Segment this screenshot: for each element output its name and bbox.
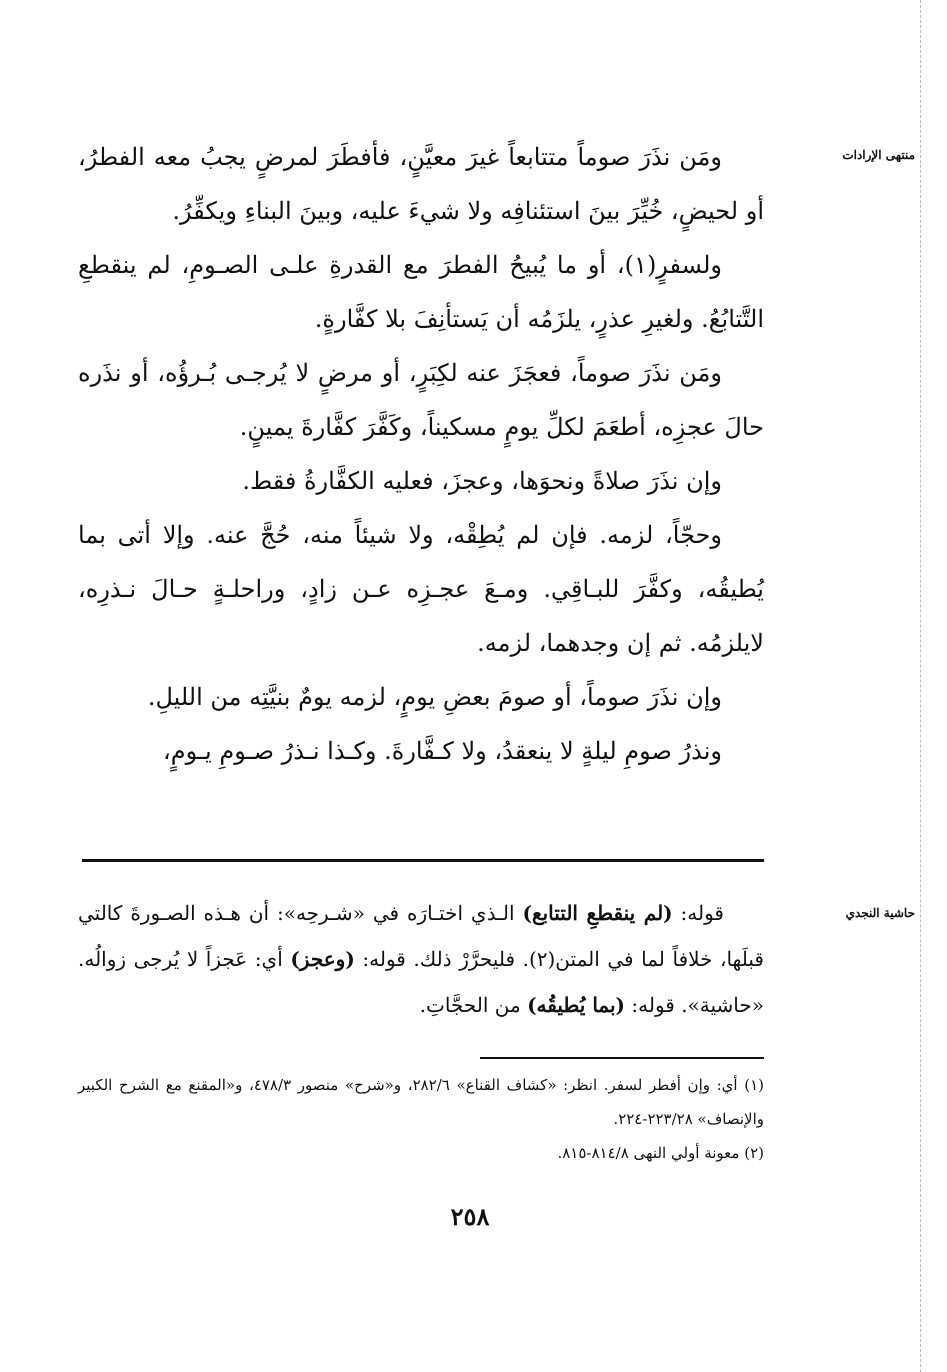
commentary-text-segment: من الحجَّاتِ. <box>419 993 528 1017</box>
matn-paragraph <box>78 238 764 346</box>
commentary-text-segment: الـذي اختـارَه في «شـرحِه»: أن هـذه الصـورةَ كالتي قبلَها، خلافاً لما في المتن(٢). فليحرَّرْ ذلك. قوله: <box>78 901 764 971</box>
matn-line: ولسفرٍ(١)، أو ما يُبيحُ الفطرَ مع القدرةِ علـى الصـومِ، لم ينقطعِ <box>78 251 722 279</box>
matn-line: وإن نذَرَ صوماً، أو صومَ بعضِ يومٍ، لزمه يومٌ بنيَّتِه من الليلِ. <box>147 683 722 711</box>
matn-paragraph <box>78 724 764 778</box>
commentary-lemma: (بما يُطيقُه) <box>527 993 626 1017</box>
matn-line: وحجّاً، لزمه. فإن لم يُطِقْه، ولا شيئاً منه، حُجَّ عنه. وإلا أتى بما <box>78 521 722 549</box>
matn-paragraph <box>78 670 764 724</box>
matn-line: نذَره حالَ عجزِه، أطعَمَ لكلِّ يومٍ مسكيناً، وكَفَّرَ كفَّارةَ يمينٍ. <box>78 359 764 441</box>
matn-line: ومَن نذَرَ صوماً متتابعاً غيرَ معيَّنٍ، فأفطَرَ لمرضٍ يجبُ معه الفطرُ، <box>78 143 722 171</box>
commentary-text-segment: أي: عَجزاً لا يُرجى زوالُه. «حاشية». قوله: <box>78 947 764 1017</box>
matn-line: وإن نذَرَ صلاةً ونحوَها، وعجزَ، فعليه الكفَّارةُ فقط. <box>242 467 722 495</box>
commentary-lemma: (وعجز) <box>290 947 355 971</box>
matn-line: التَّتابُعُ. ولغيرِ عذرٍ، يلزَمُه أن يَستأنِفَ بلا كفَّارةٍ. <box>314 305 764 333</box>
footnote-line: (١) أي: وإن أفطر لسفر. انظر: «كشاف القناع» ٢٨٢/٦، و«شرح» منصور ٤٧٨/٣، و«المقنع <box>188 1076 764 1094</box>
footnote: (٢) معونة أولي النهى ٨١٤/٨-٨١٥. <box>557 1144 764 1162</box>
commentary-prefix: قوله: <box>672 901 724 925</box>
matn-line: ومَن نذَرَ صوماً، فعجَزَ عنه لكِبَرٍ، أو مرضٍ لا يُرجـى بُـرؤُه، أو <box>130 359 722 387</box>
footnote <box>78 1068 764 1136</box>
matn-line: يُطيقُه، وكفَّرَ للبـاقِي. ومـعَ عجـزِه عـن زادٍ، وراحلـةٍ حـالَ نـذرِه، <box>78 575 764 603</box>
commentary-lemma: (لم ينقطعِ التتابع) <box>522 901 673 925</box>
section-divider <box>82 859 764 862</box>
matn-line: أو لحيضٍ، خُيِّرَ بينَ استئنافِه ولا شيءَ عليه، وبينَ البناءِ ويكفِّرُ. <box>172 197 764 225</box>
footnote-line: مع الشرح الكبير والإنصاف» ٢٢٣/٢٨-٢٢٤. <box>78 1076 764 1128</box>
matn-line: ونذرُ صومِ ليلةٍ لا ينعقدُ، ولا كـفَّارةَ. وكـذا نـذرُ صـومِ يـومٍ، <box>163 737 722 765</box>
page-number: ٢٥٨ <box>450 1202 490 1231</box>
matn-line: لايلزمُه. ثم إن وجدهما، لزمه. <box>477 629 764 657</box>
footnotes <box>78 1068 764 1170</box>
binding-edge <box>920 0 921 1372</box>
matn-paragraph <box>78 508 764 670</box>
running-title-matn: منتهى الإرادات <box>842 148 915 162</box>
commentary-text <box>78 890 764 1028</box>
matn-paragraph <box>78 454 764 508</box>
footnote-divider <box>480 1057 764 1059</box>
matn-paragraph <box>78 130 764 238</box>
running-title-hashiya: حاشية النجدي <box>845 906 915 920</box>
main-text <box>78 130 764 778</box>
matn-paragraph <box>78 346 764 454</box>
